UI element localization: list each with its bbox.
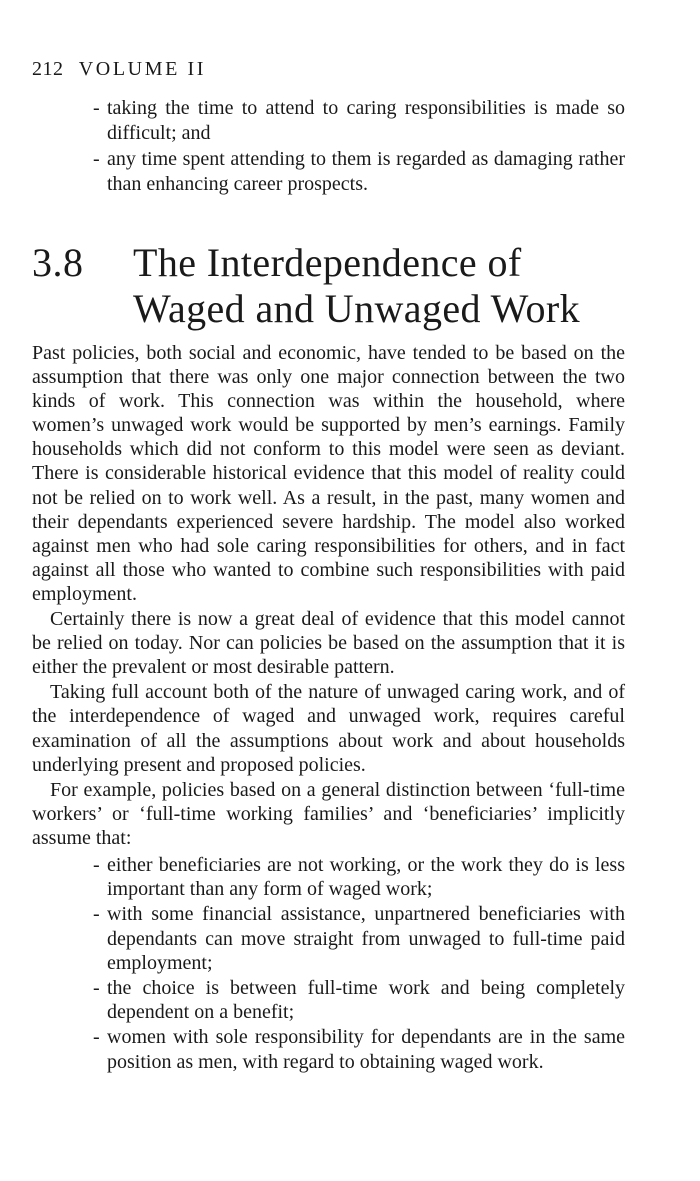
dash-marker: - <box>93 976 100 999</box>
dash-marker: - <box>93 853 100 876</box>
running-head <box>32 58 206 81</box>
section-heading <box>32 240 603 332</box>
dash-marker: - <box>93 148 100 170</box>
section-number: 3.8 <box>32 240 84 285</box>
list-item-text: taking the time to attend to caring responsibilities is made so difficult; and <box>107 97 625 144</box>
list-item-text: with some financial assistance, unpartnered beneficiaries with dependants can move straight from unwaged to full-time paid employment; <box>107 903 625 974</box>
running-title: VOLUME II <box>78 58 207 80</box>
list-item <box>32 902 625 975</box>
paragraph: Taking full account both of the nature of unwaged caring work, and of the interdependence of waged and unwaged work, requires careful examination of all the assumptions about work and about households underlying present and proposed policies. <box>32 681 625 776</box>
body-text <box>32 341 625 1075</box>
paragraph: Past policies, both social and economic, have tended to be based on the assumption that there was only one major connection between the two kinds of work. This connection was within the household, where women’s unwaged work would be supported by men’s earnings. Family households which did not conform to this model were seen as deviant. There is considerable historical evidence that this model of reality could not be relied on to work well. As a result, in the past, many women and their dependants experienced severe hardship. The model also worked against men who had sole caring responsibilities for others, and in fact against all those who wanted to combine such responsibilities with paid employment. <box>32 342 625 605</box>
list-item-text: women with sole responsibility for dependants are in the same position as men, with regard to obtaining waged work. <box>107 1026 625 1073</box>
paragraph: Certainly there is now a great deal of evidence that this model cannot be relied on today. Nor can policies be based on the assumption that it is either the prevalent or most desirable pattern. <box>32 608 625 679</box>
list-item <box>32 976 625 1024</box>
dash-marker: - <box>93 903 100 926</box>
page-number: 212 <box>32 58 64 80</box>
paragraph: For example, policies based on a general distinction between ‘full-time workers’ or ‘full-time working families’ and ‘beneficiaries’ implicitly assume that: <box>32 778 625 849</box>
list-item <box>0 96 700 146</box>
list-item <box>32 1025 625 1073</box>
list-item-text: the choice is between full-time work and being completely dependent on a benefit; <box>107 976 625 1024</box>
section-title: The Interdependence of Waged and Unwaged Work <box>133 240 581 331</box>
dash-marker: - <box>93 1026 100 1049</box>
dash-marker: - <box>93 97 100 119</box>
list-item-text: any time spent attending to them is regarded as damaging rather than enhancing career prospects. <box>107 148 625 195</box>
bottom-bullet-list <box>32 853 625 1074</box>
list-item <box>0 147 700 197</box>
list-item <box>32 853 625 901</box>
top-bullet-list <box>0 96 700 198</box>
list-item-text: either beneficiaries are not working, or the work they do is less important than any form of waged work; <box>107 853 625 901</box>
